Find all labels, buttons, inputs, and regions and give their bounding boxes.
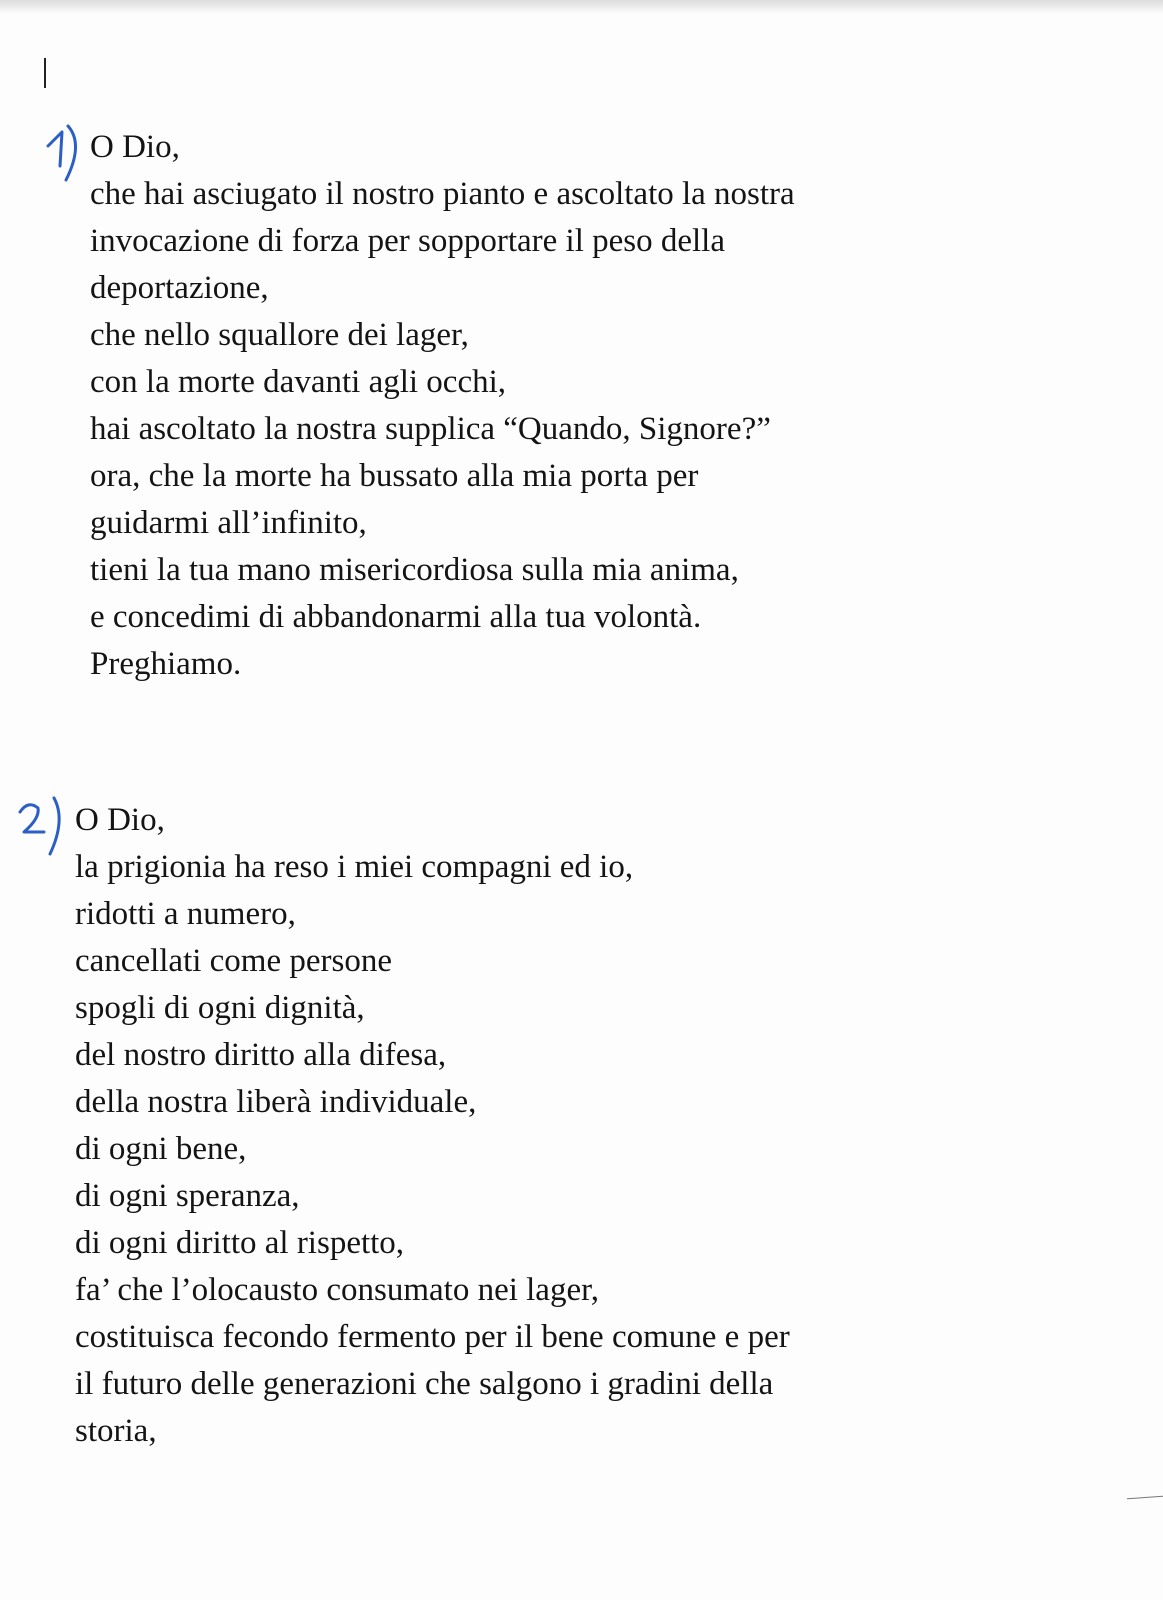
prayer-line: del nostro diritto alla difesa, (75, 1037, 447, 1073)
prayer-2 (75, 797, 790, 1455)
prayer-line: costituisca fecondo fermento per il bene comune e per (75, 1319, 790, 1355)
prayer-line: O Dio, (90, 129, 180, 165)
prayer-line: ora, che la morte ha bussato alla mia porta per (90, 458, 699, 494)
prayer-line: tieni la tua mano misericordiosa sulla mia anima, (90, 552, 739, 588)
handwritten-number-1-icon (40, 118, 90, 188)
prayer-line: che hai asciugato il nostro pianto e ascoltato la nostra (90, 176, 795, 212)
handwritten-number-2-icon (14, 792, 74, 862)
prayer-line: cancellati come persone (75, 943, 392, 979)
pencil-mark (44, 58, 46, 88)
prayer-line: storia, (75, 1413, 157, 1449)
prayer-line: il futuro delle generazioni che salgono i gradini della (75, 1366, 774, 1402)
prayer-line: con la morte davanti agli occhi, (90, 364, 507, 400)
prayer-line: la prigionia ha reso i miei compagni ed io, (75, 849, 634, 885)
prayer-line: spogli di ogni dignità, (75, 990, 365, 1026)
prayer-1 (90, 124, 795, 688)
prayer-line: hai ascoltato la nostra supplica “Quando, Signore?” (90, 411, 771, 447)
prayer-line: di ogni bene, (75, 1131, 247, 1167)
prayer-line: Preghiamo. (90, 646, 242, 682)
prayer-line: O Dio, (75, 802, 165, 838)
prayer-line: deportazione, (90, 270, 269, 306)
prayer-line: invocazione di forza per sopportare il peso della (90, 223, 725, 259)
prayer-line: della nostra liberà individuale, (75, 1084, 477, 1120)
prayer-line: di ogni speranza, (75, 1178, 300, 1214)
prayer-line: che nello squallore dei lager, (90, 317, 469, 353)
prayer-line: e concedimi di abbandonarmi alla tua volontà. (90, 599, 702, 635)
prayer-line: ridotti a numero, (75, 896, 296, 932)
scan-edge-line (1127, 1496, 1163, 1500)
prayer-line: di ogni diritto al rispetto, (75, 1225, 405, 1261)
prayer-line: guidarmi all’infinito, (90, 505, 367, 541)
prayer-line: fa’ che l’olocausto consumato nei lager, (75, 1272, 600, 1308)
scan-shadow-top (0, 0, 1163, 14)
